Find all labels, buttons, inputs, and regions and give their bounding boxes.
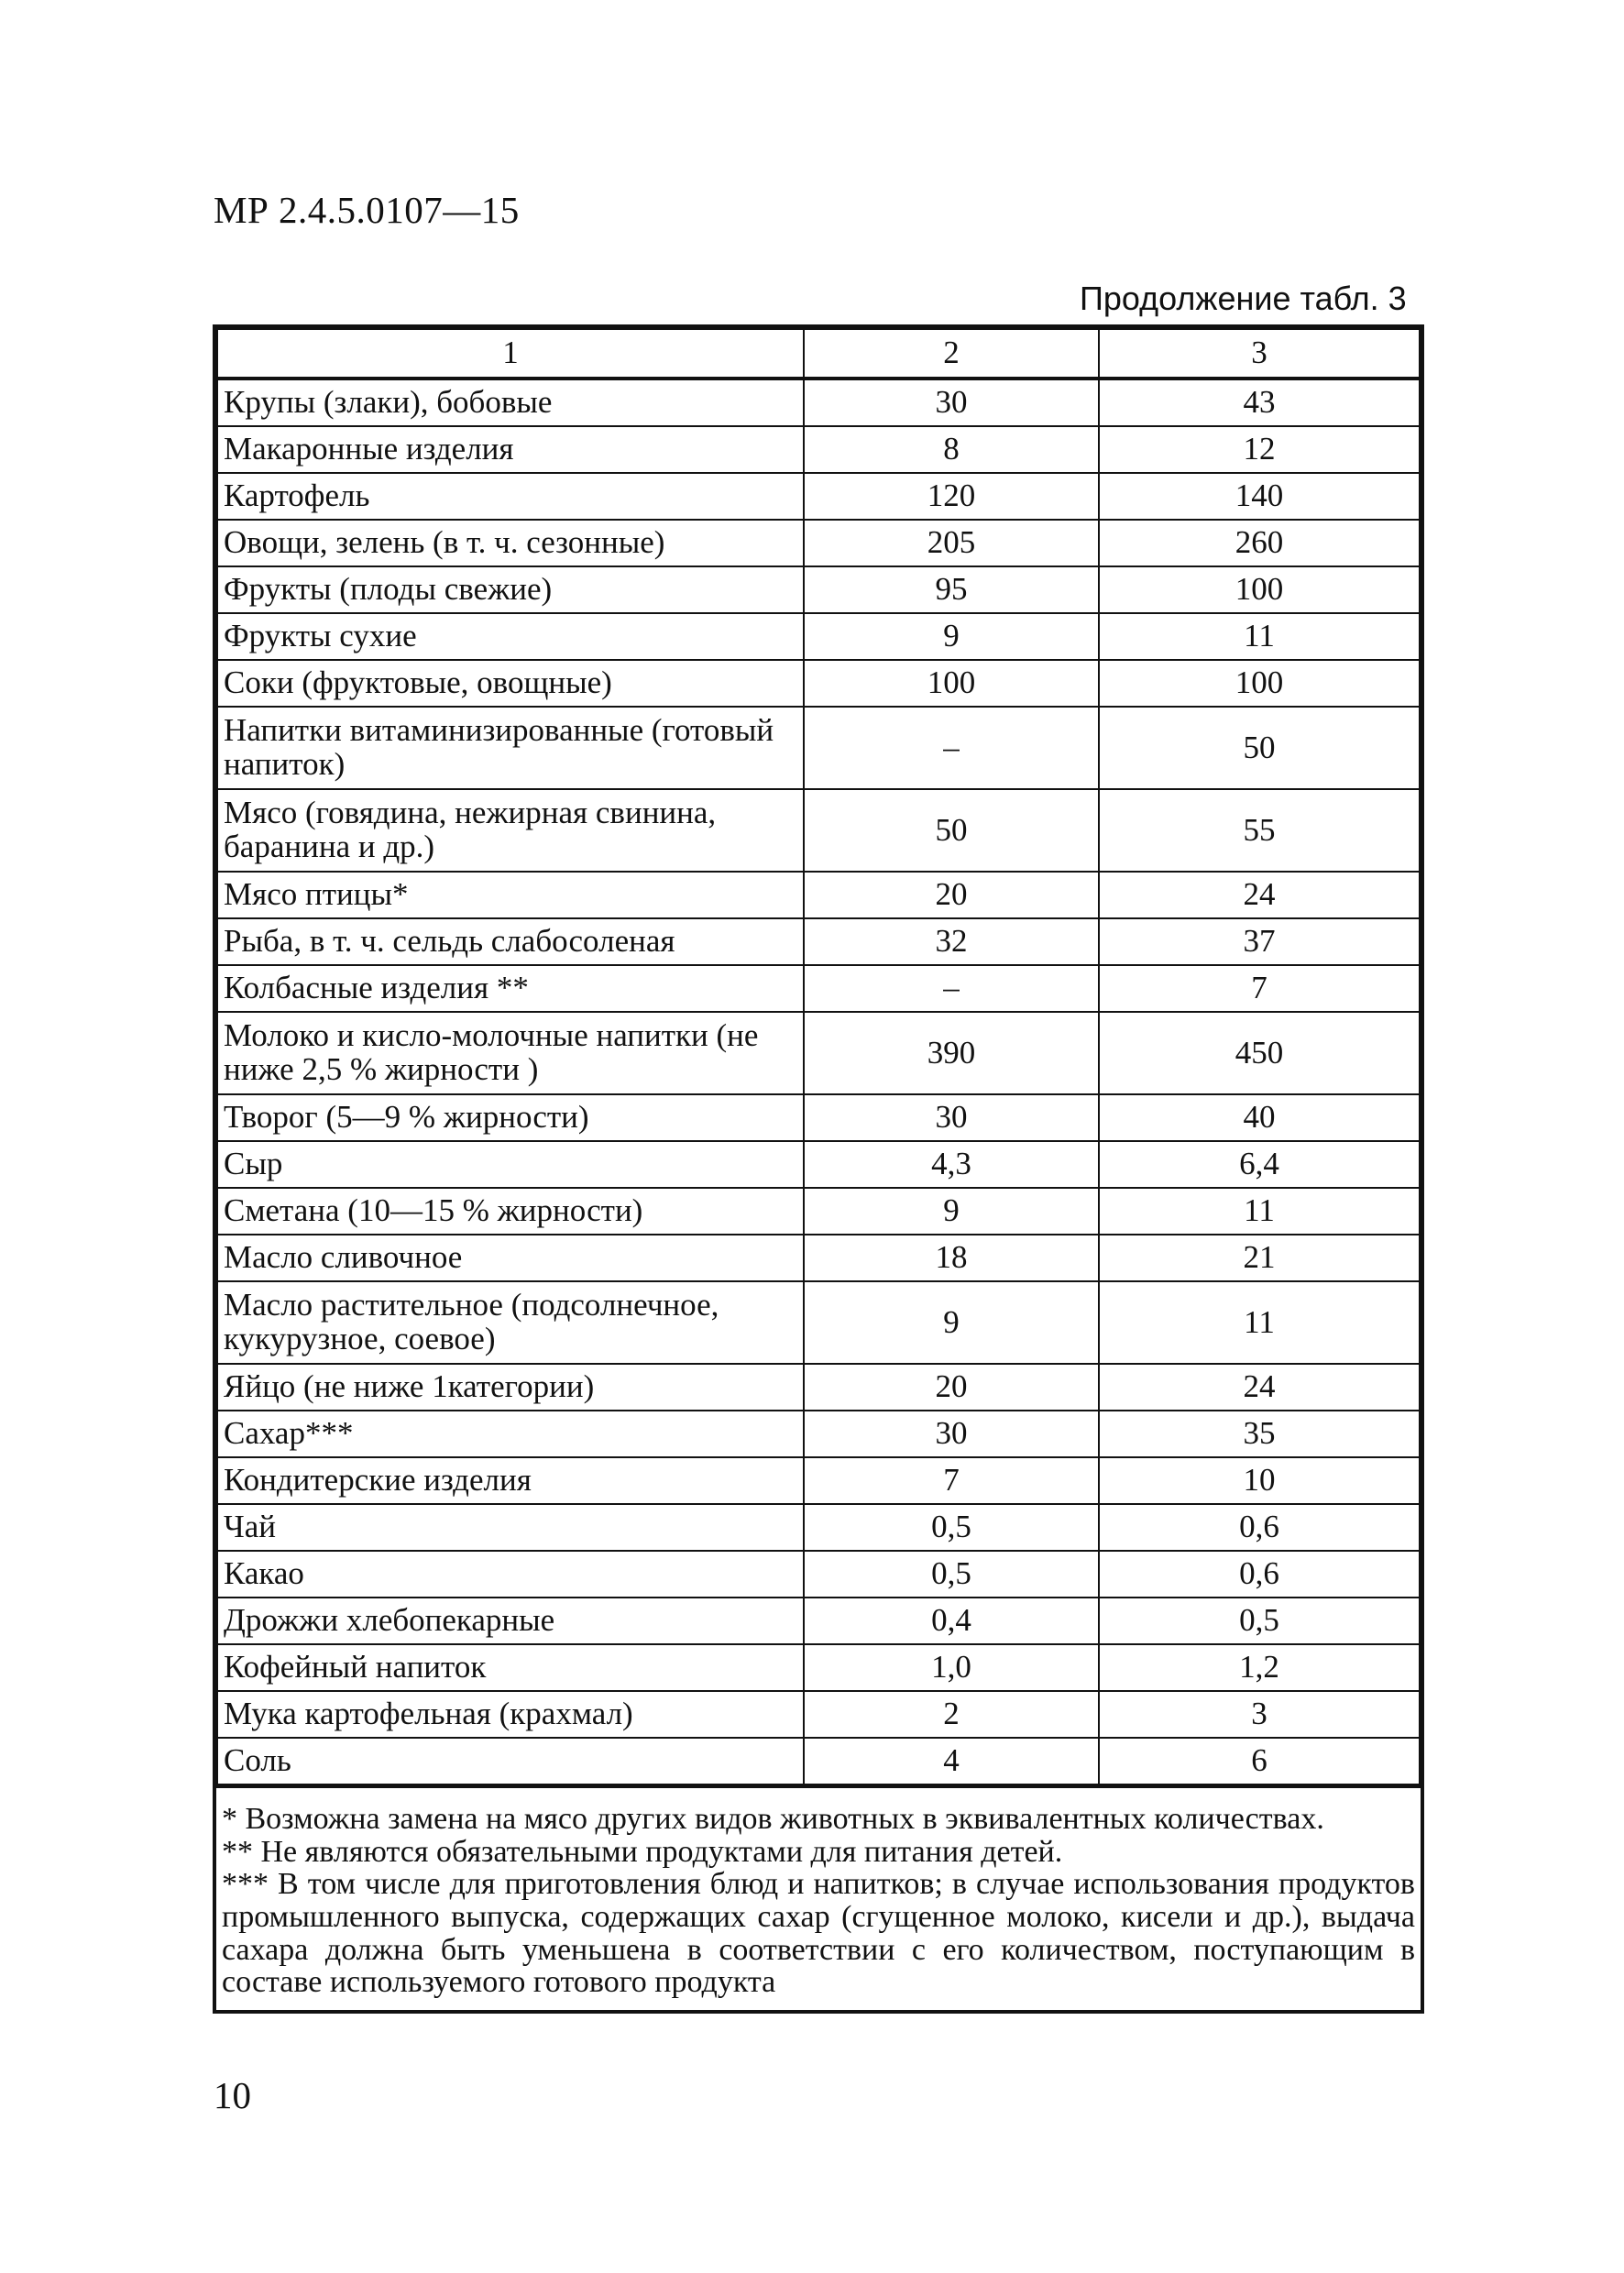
product-name: Кофейный напиток <box>217 1644 804 1691</box>
product-name: Сыр <box>217 1141 804 1188</box>
table-row <box>217 1364 1420 1411</box>
page-number: 10 <box>214 2074 251 2116</box>
product-name: Масло сливочное <box>217 1235 804 1281</box>
value-col3: 11 <box>1099 1281 1420 1364</box>
table-row <box>217 1235 1420 1281</box>
value-col2: – <box>804 707 1099 789</box>
value-col3: 6,4 <box>1099 1141 1420 1188</box>
value-col3: 11 <box>1099 613 1420 660</box>
table-row <box>217 379 1420 426</box>
product-name: Фрукты сухие <box>217 613 804 660</box>
product-name: Какао <box>217 1551 804 1598</box>
table-row <box>217 1012 1420 1094</box>
table-row <box>217 1644 1420 1691</box>
value-col2: 7 <box>804 1457 1099 1504</box>
value-col3: 100 <box>1099 660 1420 707</box>
value-col3: 12 <box>1099 426 1420 473</box>
value-col3: 55 <box>1099 789 1420 872</box>
value-col3: 24 <box>1099 872 1420 918</box>
product-name: Колбасные изделия ** <box>217 965 804 1012</box>
document-code: МР 2.4.5.0107—15 <box>214 189 520 231</box>
value-col2: 9 <box>804 1188 1099 1235</box>
product-name: Напитки витаминизированные (готовый напиток) <box>217 707 804 789</box>
product-name: Мука картофельная (крахмал) <box>217 1691 804 1738</box>
table-body <box>217 379 1420 1784</box>
value-col3: 0,6 <box>1099 1551 1420 1598</box>
value-col2: 0,5 <box>804 1551 1099 1598</box>
product-name: Соль <box>217 1738 804 1784</box>
footnote: *** В том числе для приготовления блюд и напитков; в случае использования продуктов промышленного выпуска, содержащих сахар (сгущенное молоко, кисели и др.), выдача сахара должна быть уменьшена в соответствии с его количеством, поступающим в составе используемого готового продукта <box>222 1867 1415 2000</box>
table-row <box>217 1504 1420 1551</box>
value-col3: 21 <box>1099 1235 1420 1281</box>
value-col2: 20 <box>804 872 1099 918</box>
value-col2: 1,0 <box>804 1644 1099 1691</box>
value-col2: 9 <box>804 613 1099 660</box>
table-row <box>217 1457 1420 1504</box>
product-name: Мясо (говядина, нежирная свинина, баранина и др.) <box>217 789 804 872</box>
table-row <box>217 1141 1420 1188</box>
value-col2: 8 <box>804 426 1099 473</box>
table-continuation-label: Продолжение табл. 3 <box>1080 280 1407 317</box>
value-col2: – <box>804 965 1099 1012</box>
product-name: Чай <box>217 1504 804 1551</box>
value-col3: 140 <box>1099 473 1420 520</box>
product-name: Картофель <box>217 473 804 520</box>
value-col2: 100 <box>804 660 1099 707</box>
footnote: * Возможна замена на мясо других видов животных в эквивалентных количествах. <box>222 1802 1324 1836</box>
value-col3: 37 <box>1099 918 1420 965</box>
value-col3: 0,5 <box>1099 1598 1420 1644</box>
value-col2: 50 <box>804 789 1099 872</box>
table-row <box>217 1094 1420 1141</box>
value-col2: 30 <box>804 1411 1099 1457</box>
product-name: Масло растительное (подсолнечное, кукурузное, соевое) <box>217 1281 804 1364</box>
product-name: Творог (5—9 % жирности) <box>217 1094 804 1141</box>
table-row <box>217 520 1420 566</box>
table-row <box>217 965 1420 1012</box>
value-col3: 24 <box>1099 1364 1420 1411</box>
table-row <box>217 1411 1420 1457</box>
value-col3: 3 <box>1099 1691 1420 1738</box>
value-col2: 18 <box>804 1235 1099 1281</box>
footnote: ** Не являются обязательными продуктами для питания детей. <box>222 1834 1063 1869</box>
table-row <box>217 1188 1420 1235</box>
product-name: Мясо птицы* <box>217 872 804 918</box>
value-col3: 260 <box>1099 520 1420 566</box>
value-col2: 2 <box>804 1691 1099 1738</box>
value-col3: 7 <box>1099 965 1420 1012</box>
value-col3: 450 <box>1099 1012 1420 1094</box>
table-row <box>217 918 1420 965</box>
value-col2: 4 <box>804 1738 1099 1784</box>
value-col2: 4,3 <box>804 1141 1099 1188</box>
table-row <box>217 872 1420 918</box>
value-col3: 11 <box>1099 1188 1420 1235</box>
product-name: Фрукты (плоды свежие) <box>217 566 804 613</box>
value-col3: 40 <box>1099 1094 1420 1141</box>
table-row <box>217 789 1420 872</box>
value-col2: 9 <box>804 1281 1099 1364</box>
table-row <box>217 660 1420 707</box>
table-row <box>217 1551 1420 1598</box>
table-row <box>217 613 1420 660</box>
table-row <box>217 1738 1420 1784</box>
value-col2: 20 <box>804 1364 1099 1411</box>
product-name: Сметана (10—15 % жирности) <box>217 1188 804 1235</box>
table-row <box>217 473 1420 520</box>
product-name: Дрожжи хлебопекарные <box>217 1598 804 1644</box>
product-name: Овощи, зелень (в т. ч. сезонные) <box>217 520 804 566</box>
column-header: 1 <box>217 329 804 379</box>
column-header: 2 <box>804 329 1099 379</box>
product-name: Соки (фруктовые, овощные) <box>217 660 804 707</box>
value-col2: 30 <box>804 1094 1099 1141</box>
product-name: Молоко и кисло-молочные напитки (не ниже 2,5 % жирности ) <box>217 1012 804 1094</box>
value-col3: 10 <box>1099 1457 1420 1504</box>
value-col3: 1,2 <box>1099 1644 1420 1691</box>
product-name: Крупы (злаки), бобовые <box>217 379 804 426</box>
value-col3: 100 <box>1099 566 1420 613</box>
product-name: Кондитерские изделия <box>217 1457 804 1504</box>
table-row <box>217 426 1420 473</box>
value-col2: 32 <box>804 918 1099 965</box>
value-col3: 50 <box>1099 707 1420 789</box>
value-col2: 0,5 <box>804 1504 1099 1551</box>
column-header: 3 <box>1099 329 1420 379</box>
table-row <box>217 1691 1420 1738</box>
value-col3: 6 <box>1099 1738 1420 1784</box>
product-name: Сахар*** <box>217 1411 804 1457</box>
table-header-row <box>217 329 1420 379</box>
norms-table <box>213 324 1424 2014</box>
product-name: Макаронные изделия <box>217 426 804 473</box>
value-col3: 43 <box>1099 379 1420 426</box>
value-col3: 35 <box>1099 1411 1420 1457</box>
table-footnotes <box>216 1785 1421 2010</box>
table-row <box>217 1598 1420 1644</box>
value-col2: 30 <box>804 379 1099 426</box>
value-col2: 95 <box>804 566 1099 613</box>
product-name: Рыба, в т. ч. сельдь слабосоленая <box>217 918 804 965</box>
table-row <box>217 707 1420 789</box>
table-row <box>217 566 1420 613</box>
value-col2: 390 <box>804 1012 1099 1094</box>
value-col3: 0,6 <box>1099 1504 1420 1551</box>
table-row <box>217 1281 1420 1364</box>
value-col2: 205 <box>804 520 1099 566</box>
value-col2: 120 <box>804 473 1099 520</box>
product-name: Яйцо (не ниже 1категории) <box>217 1364 804 1411</box>
value-col2: 0,4 <box>804 1598 1099 1644</box>
